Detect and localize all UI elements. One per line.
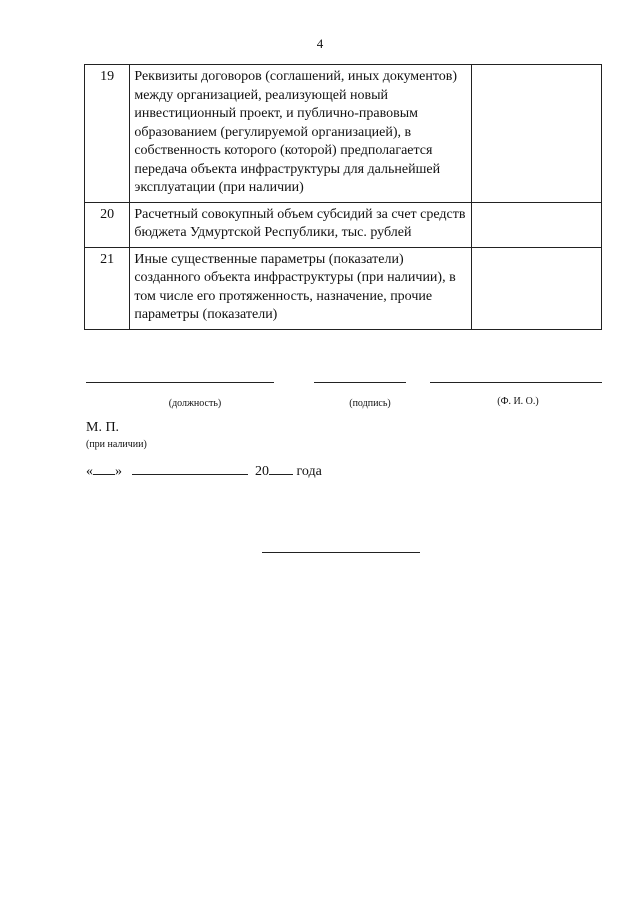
row-value-cell bbox=[471, 247, 601, 329]
stamp-label: М. П. bbox=[86, 420, 120, 435]
row-description: Реквизиты договоров (соглашений, иных документов) между организацией, реализующей новый инвестиционный проект, и публично-правовым образованием (регулируемой организацией), в собственность которого (которой) предполагается передача объекта инфраструктуры для дальнейшей эксплуатации (при наличии) bbox=[130, 65, 472, 203]
table-row bbox=[85, 247, 602, 329]
year-blank bbox=[269, 462, 293, 475]
date-close-quote: » bbox=[115, 464, 122, 479]
table-row bbox=[85, 202, 602, 247]
row-description: Иные существенные параметры (показатели) созданного объекта инфраструктуры (при наличии), в том числе его протяженность, назначение, прочие параметры (показатели) bbox=[130, 247, 472, 329]
month-blank bbox=[132, 462, 248, 475]
closing-line bbox=[262, 552, 420, 553]
day-blank bbox=[93, 462, 115, 475]
row-value-cell bbox=[471, 65, 601, 203]
page-number: 4 bbox=[316, 36, 324, 51]
row-value-cell bbox=[471, 202, 601, 247]
row-number: 21 bbox=[85, 247, 130, 329]
position-line bbox=[86, 382, 274, 383]
name-caption: (Ф. И. О.) bbox=[497, 396, 539, 407]
table-row bbox=[85, 65, 602, 203]
date-row bbox=[86, 462, 322, 480]
name-line bbox=[430, 382, 602, 383]
date-open-quote: « bbox=[86, 464, 93, 479]
stamp-note: (при наличии) bbox=[86, 439, 147, 450]
parameters-table bbox=[84, 64, 602, 330]
signature-caption: (подпись) bbox=[349, 398, 391, 409]
signature-line bbox=[314, 382, 406, 383]
row-number: 19 bbox=[85, 65, 130, 203]
year-prefix: 20 bbox=[255, 464, 269, 479]
year-suffix: года bbox=[296, 464, 322, 479]
position-caption: (должность) bbox=[168, 398, 222, 409]
row-description: Расчетный совокупный объем субсидий за счет средств бюджета Удмуртской Республики, тыс. рублей bbox=[130, 202, 472, 247]
row-number: 20 bbox=[85, 202, 130, 247]
